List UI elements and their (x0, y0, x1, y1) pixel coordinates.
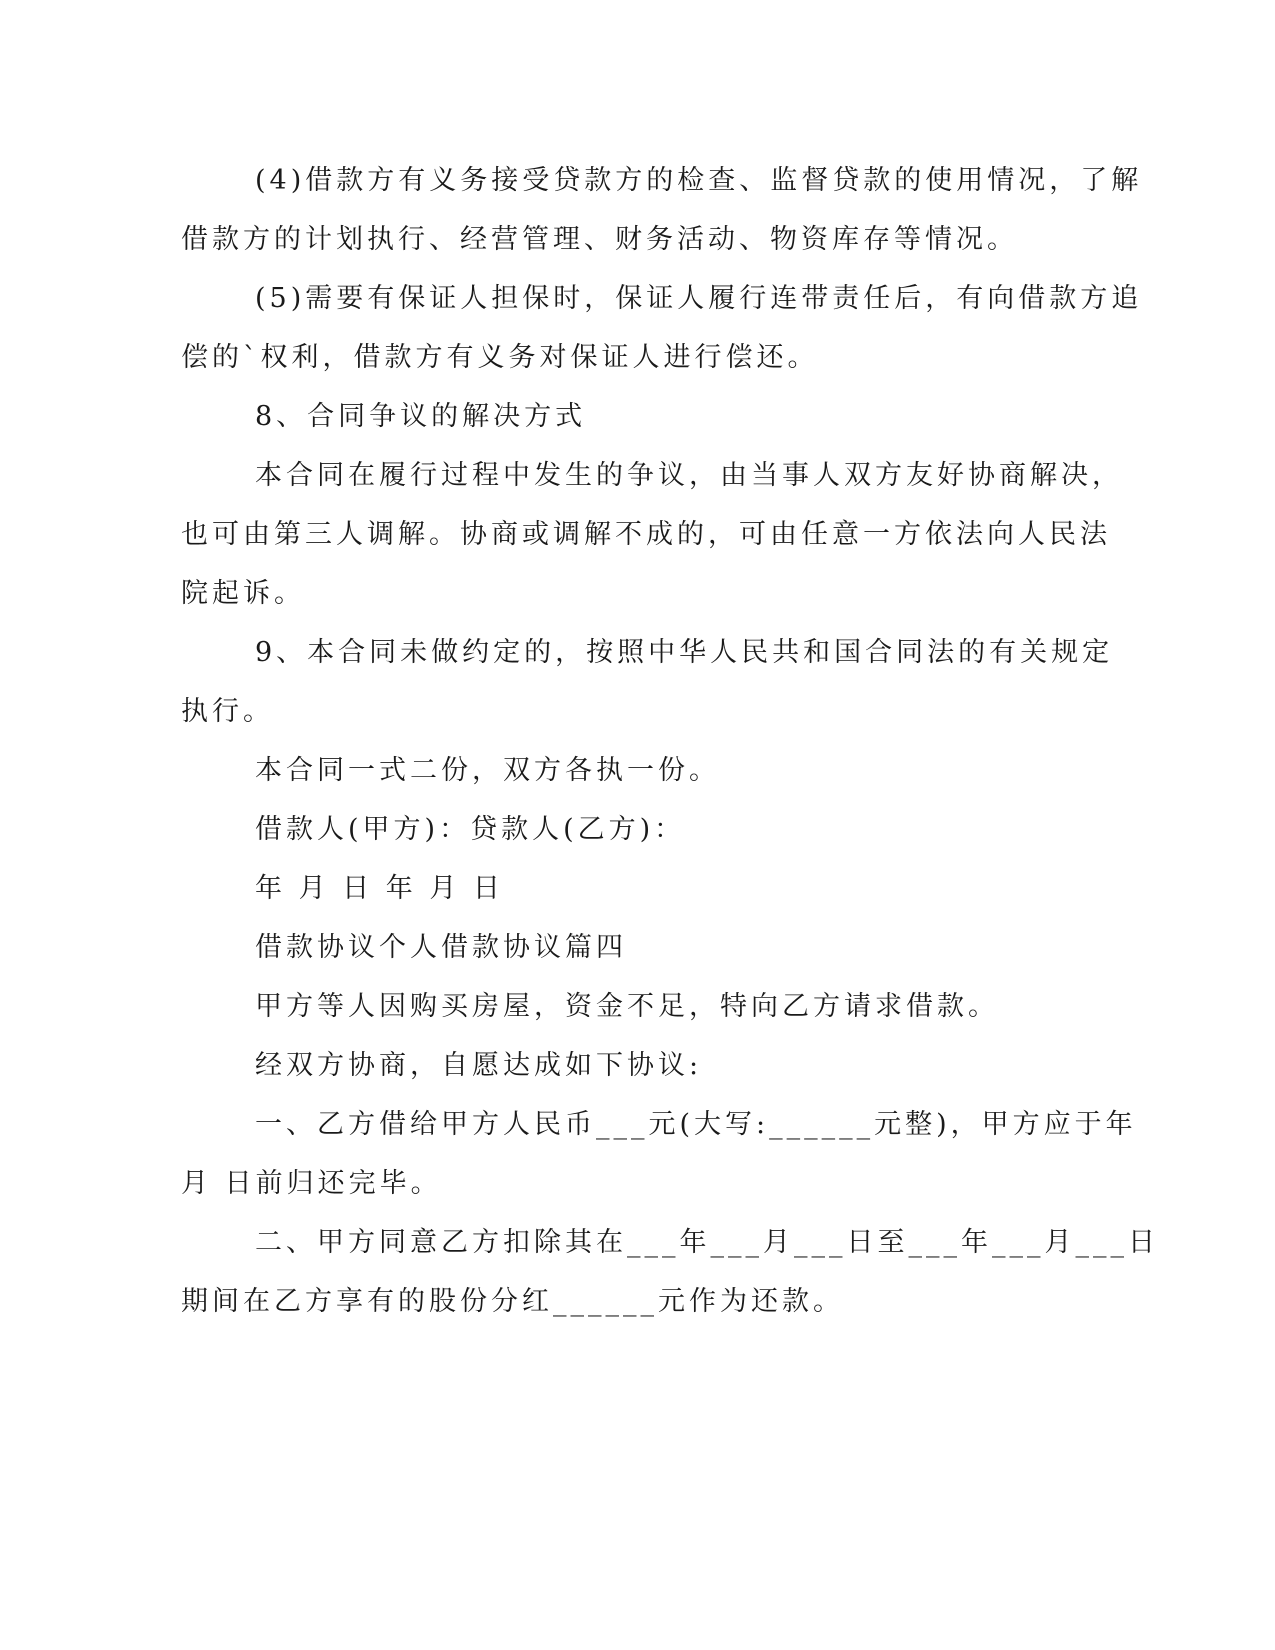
signature-parties: 借款人(甲方)：贷款人(乙方)： (255, 814, 686, 845)
section-9-line-1: 9、本合同未做约定的，按照中华人民共和国合同法的有关规定 (255, 637, 1114, 668)
clause-1-line-1: 一、乙方借给甲方人民币___元(大写:______元整)，甲方应于年 (255, 1109, 1137, 1140)
copies-clause: 本合同一式二份，双方各执一份。 (255, 755, 720, 786)
dispute-paragraph-line-3: 院起诉。 (181, 578, 305, 609)
section-9-line-2: 执行。 (181, 696, 274, 727)
paragraph-4-line-2: 借款方的计划执行、经营管理、财务活动、物资库存等情况。 (181, 224, 1018, 255)
clause-1-line-2: 月 日前归还完毕。 (181, 1168, 442, 1199)
signature-dates: 年 月 日 年 月 日 (255, 873, 504, 904)
paragraph-4-line-1: (4)借款方有义务接受贷款方的检查、监督贷款的使用情况，了解 (255, 165, 1143, 196)
agreement-intro: 经双方协商，自愿达成如下协议: (255, 1050, 703, 1081)
paragraph-5-line-1: (5)需要有保证人担保时，保证人履行连带责任后，有向借款方追 (255, 283, 1143, 314)
section-title-part-4: 借款协议个人借款协议篇四 (255, 932, 627, 963)
dispute-paragraph-line-2: 也可由第三人调解。协商或调解不成的，可由任意一方依法向人民法 (181, 519, 1111, 550)
dispute-paragraph-line-1: 本合同在履行过程中发生的争议，由当事人双方友好协商解决， (255, 460, 1123, 491)
paragraph-5-line-2: 偿的`权利，借款方有义务对保证人进行偿还。 (181, 342, 819, 373)
clause-2-line-1: 二、甲方同意乙方扣除其在___年___月___日至___年___月___日 (255, 1227, 1159, 1258)
loan-reason: 甲方等人因购买房屋，资金不足，特向乙方请求借款。 (255, 991, 999, 1022)
section-8-heading: 8、合同争议的解决方式 (255, 401, 587, 432)
clause-2-line-2: 期间在乙方享有的股份分红______元作为还款。 (181, 1286, 844, 1317)
